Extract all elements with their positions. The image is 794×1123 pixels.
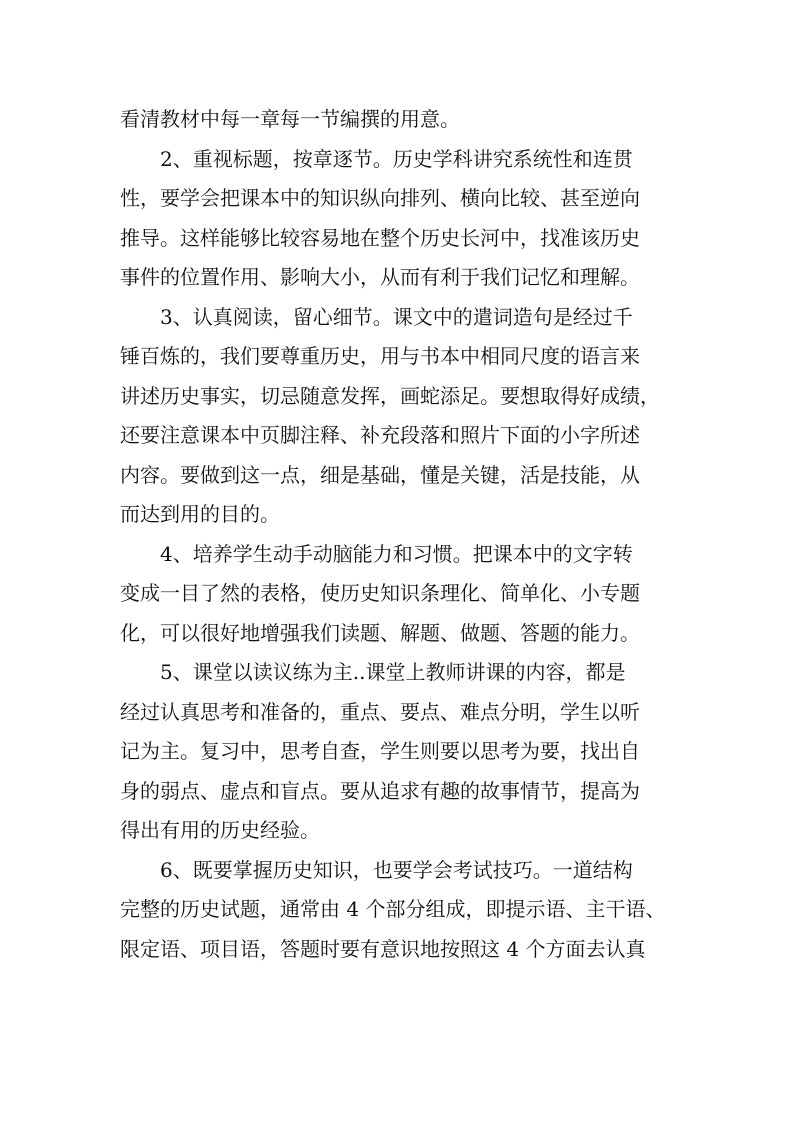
text-line: 锤百炼的，我们要尊重历史，用与书本中相同尺度的语言来 bbox=[120, 344, 640, 368]
text-line: 经过认真思考和准备的，重点、要点、难点分明，学生以听 bbox=[120, 699, 640, 724]
text-line: 推导。这样能够比较容易地在整个历史长河中，找准该历史 bbox=[120, 225, 640, 250]
text-line: 记为主。复习中，思考自查，学生则要以思考为要，找出自 bbox=[120, 739, 640, 763]
paragraph-3-start: 3、认真阅读，留心细节。课文中的遣词造句是经过千 bbox=[160, 304, 633, 329]
text-line: 化，可以很好地增强我们读题、解题、做题、答题的能力。 bbox=[120, 620, 640, 645]
text-line: 完整的历史试题，通常由 4 个部分组成，即提示语、主干语、 bbox=[120, 897, 666, 921]
text-line: 限定语、项目语，答题时要有意识地按照这 4 个方面去认真 bbox=[120, 936, 646, 961]
text-line: 变成一目了然的表格，使历史知识条理化、简单化、小专题 bbox=[120, 581, 640, 605]
paragraph-2-start: 2、重视标题，按章逐节。历史学科讲究系统性和连贯 bbox=[160, 146, 633, 171]
paragraph-4-start: 4、培养学生动手动脑能力和习惯。把课本中的文字转 bbox=[160, 541, 633, 566]
text-line: 身的弱点、虚点和盲点。要从追求有趣的故事情节，提高为 bbox=[120, 778, 640, 803]
text-line: 内容。要做到这一点，细是基础，懂是关键，活是技能，从 bbox=[120, 462, 640, 487]
text-line: 讲述历史事实，切忌随意发挥，画蛇添足。要想取得好成绩， bbox=[120, 383, 660, 408]
text-line: 性，要学会把课本中的知识纵向排列、横向比较、甚至逆向 bbox=[120, 186, 640, 210]
text-line: 而达到用的目的。 bbox=[120, 502, 280, 526]
text-line: 还要注意课本中页脚注释、补充段落和照片下面的小字所述 bbox=[120, 423, 640, 447]
text-line: 得出有用的历史经验。 bbox=[120, 818, 320, 842]
document-body bbox=[120, 100, 680, 969]
text-line: 看清教材中每一章每一节编撰的用意。 bbox=[120, 107, 460, 131]
paragraph-6-start: 6、既要掌握历史知识，也要学会考试技巧。一道结构 bbox=[160, 857, 633, 882]
text-line: 事件的位置作用、影响大小，从而有利于我们记忆和理解。 bbox=[120, 265, 640, 289]
paragraph-5-start: 5、课堂以读议练为主..课堂上教师讲课的内容，都是 bbox=[160, 660, 626, 684]
